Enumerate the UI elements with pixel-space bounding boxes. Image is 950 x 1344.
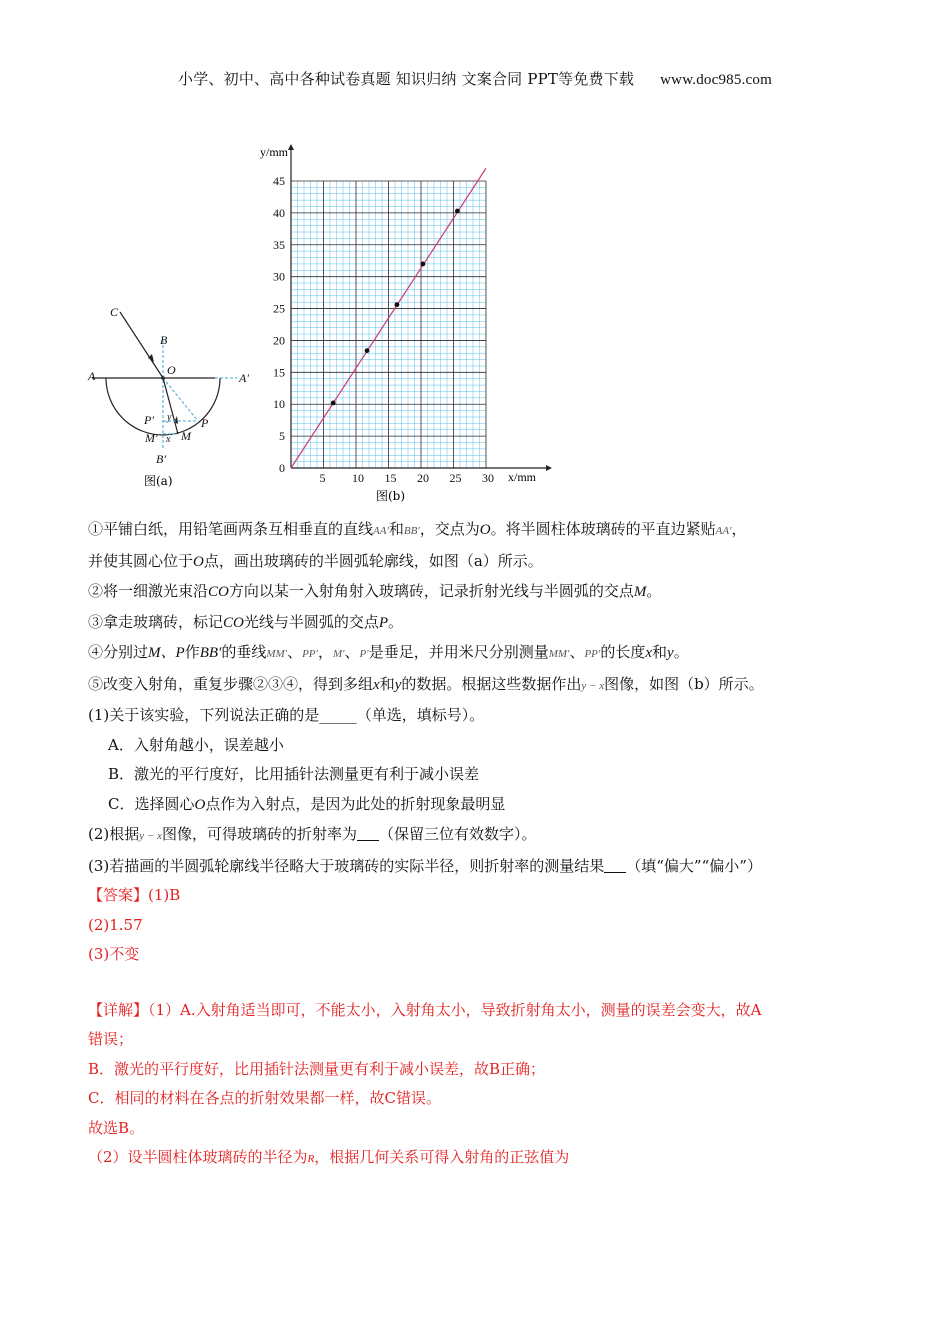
page-header — [0, 68, 950, 89]
detail-label: 【详解】 — [88, 1000, 149, 1019]
text: 是垂足，并用米尺分别测量 — [368, 643, 549, 661]
y-tick-label: 0 — [279, 461, 285, 475]
question-body — [88, 515, 868, 1175]
x-tick-label: 25 — [449, 471, 462, 485]
label-x: x — [166, 434, 171, 445]
answer-1: (1)B — [148, 886, 181, 904]
text: （1）A.入射角适当即可，不能太小，入射角太小，导致折射角太小，测量的误差会变大，故A — [148, 1000, 762, 1019]
math-m-prime: M′ — [332, 648, 345, 660]
text: （2）设半圆柱体玻璃砖的半径为 — [88, 1148, 308, 1166]
text: 的垂线 — [221, 643, 267, 661]
step-1-line-2 — [88, 547, 868, 578]
text: （填“偏大”“偏小”） — [626, 856, 762, 875]
x-tick-label: 10 — [352, 471, 364, 485]
step-5: ⑤改变入射角，重复步骤②③④，得到多组x和y的数据。根据这些数据作出y − x图像，如图（b）所示。 — [88, 674, 764, 693]
text: 。 — [646, 582, 662, 600]
header-text: 小学、初中、高中各种试卷真题 知识归纳 文案合同 PPT等免费下载 — [178, 70, 635, 88]
x-tick-label: 5 — [319, 471, 326, 485]
y-tick-label: 5 — [279, 429, 285, 444]
text: ， — [731, 520, 747, 538]
math-co: CO — [223, 614, 244, 631]
label-y: y — [167, 412, 172, 423]
text: ⑤改变入射角，重复步骤②③④，得到多组 — [88, 674, 374, 693]
text: ，交点为 — [419, 520, 480, 538]
data-point — [455, 209, 460, 214]
math-o: O — [193, 553, 204, 570]
text: 、 — [344, 643, 360, 661]
math-p-prime: P′ — [359, 648, 369, 660]
answer-blank — [604, 854, 626, 873]
text: C．选择圆心 — [108, 794, 195, 813]
x-tick-label: 20 — [417, 471, 429, 485]
chart-grid-major — [291, 181, 486, 468]
math-pp: PP′ — [584, 648, 601, 660]
y-tick-label: 25 — [273, 301, 285, 316]
x-tick-label: 15 — [384, 471, 397, 485]
label-m-prime: M′ — [145, 431, 158, 445]
text: ，根据几何关系可得入射角的正弦值为 — [314, 1148, 570, 1166]
label-b: B — [160, 333, 168, 347]
text: 点作为入射点，是因为此处的折射现象最明显 — [205, 794, 506, 813]
text: 、 — [569, 643, 585, 661]
math-o: O — [194, 796, 206, 813]
label-a-prime: A′ — [239, 371, 249, 385]
data-point — [421, 262, 426, 267]
label-b-prime: B′ — [156, 452, 166, 466]
y-tick-label: 30 — [273, 269, 285, 284]
text: 光线与半圆弧的交点 — [243, 612, 379, 631]
data-point — [331, 401, 336, 406]
math-y-x: y − x — [581, 679, 605, 692]
detail-line-5: 故选B。 — [88, 1118, 145, 1137]
text: 。将半圆柱体玻璃砖的平直边紧贴 — [490, 520, 716, 538]
text: 图像，如图（b）所示。 — [604, 674, 764, 693]
x-axis-arrow-icon — [546, 465, 552, 471]
text: ③拿走玻璃砖，标记 — [88, 612, 224, 631]
question-3 — [88, 852, 868, 882]
step-3 — [88, 608, 868, 639]
option-b: B．激光的平行度好，比用插针法测量更有利于减小误差 — [108, 765, 480, 783]
text: ， — [317, 643, 333, 661]
answer-2: (2)1.57 — [88, 915, 143, 934]
answer-blank — [357, 822, 379, 841]
math-aa: AA′ — [373, 525, 389, 537]
y-tick-label: 35 — [273, 237, 285, 252]
text: 的长度 — [600, 643, 646, 661]
text: 方向以某一入射角射入玻璃砖，记录折射光线与半圆弧的交点 — [228, 582, 634, 600]
y-axis-arrow-icon — [288, 144, 294, 150]
step-2 — [88, 577, 868, 608]
incident-ray — [120, 312, 163, 378]
math-y: y — [667, 645, 674, 661]
math-r: R — [307, 1153, 315, 1165]
point-o — [161, 376, 165, 380]
figure-b-chart — [252, 138, 552, 510]
question-1: (1)关于该实验，下列说法正确的是_____（单选，填标号）。 — [88, 706, 485, 724]
text: ④分别过 — [88, 643, 149, 661]
math-x: x — [373, 676, 380, 693]
math-co: CO — [208, 584, 229, 600]
text: 并使其圆心位于 — [88, 551, 194, 570]
math-p: P — [378, 614, 389, 631]
math-mm: MM′ — [266, 648, 288, 660]
math-bb: BB′ — [199, 645, 222, 661]
label-m: M — [181, 429, 191, 443]
math-aa: AA′ — [715, 525, 732, 537]
math-o: O — [479, 522, 491, 538]
math-bb: BB′ — [403, 525, 420, 537]
option-c — [88, 790, 868, 821]
question-2 — [88, 820, 868, 852]
math-m: M — [633, 584, 647, 600]
header-site: www.doc985.com — [660, 72, 772, 88]
math-mm: MM′ — [548, 648, 570, 660]
y-tick-label: 40 — [273, 205, 285, 220]
label-a: A — [88, 369, 96, 383]
text: 和 — [388, 520, 404, 538]
detail-line-4: C．相同的材料在各点的折射效果都一样，故C错误。 — [88, 1089, 441, 1107]
data-point — [395, 302, 400, 307]
data-point — [365, 348, 370, 353]
text: 、 — [287, 643, 303, 661]
label-p: P — [201, 416, 209, 430]
text: 。 — [388, 612, 404, 631]
answer-line-1 — [88, 881, 868, 911]
detail-line-2: 错误； — [88, 1030, 134, 1048]
step-1-line-1 — [88, 515, 868, 547]
y-tick-label: 10 — [273, 397, 285, 412]
y-tick-label: 45 — [273, 174, 285, 188]
label-p-prime: P′ — [144, 413, 154, 427]
chart-title: 图(b) — [376, 489, 406, 503]
text: (2)根据 — [88, 825, 140, 843]
x-axis-label: x/mm — [508, 470, 537, 484]
label-c: C — [110, 305, 119, 319]
chart-axes — [288, 144, 552, 471]
math-y: y — [394, 676, 402, 693]
chart-ticks — [273, 174, 494, 485]
text: ①平铺白纸，用铅笔画两条互相垂直的直线 — [88, 520, 374, 538]
detail-line-1 — [88, 996, 868, 1026]
detail-line-3: B．激光的平行度好，比用插针法测量更有利于减小误差，故B正确； — [88, 1059, 546, 1078]
text: （保留三位有效数字）。 — [378, 825, 537, 843]
label-o: O — [167, 363, 176, 377]
math-y-x: y − x — [139, 830, 162, 842]
figure-a — [82, 300, 272, 500]
text: 作 — [184, 643, 200, 661]
answer-3: (3)不变 — [88, 945, 140, 963]
y-tick-label: 20 — [273, 333, 285, 348]
y-tick-label: 15 — [273, 365, 285, 380]
text: 图像，可得玻璃砖的折射率为 — [161, 825, 357, 843]
math-pp: PP′ — [302, 648, 318, 660]
spacer — [88, 970, 868, 996]
math-mp: M、P — [148, 645, 185, 661]
step-4: ④分别过M、P作BB′的垂线MM′、PP′，M′、P′是垂足，并用米尺分别测量MM′、PP′的长度x和y。 — [88, 643, 689, 661]
text: 。 — [673, 643, 689, 661]
text: (3)若描画的半圆弧轮廓线半径略大于玻璃砖的实际半径，则折射率的测量结果 — [88, 856, 605, 875]
detail-line-6 — [88, 1143, 868, 1175]
figure-a-caption: 图(a) — [144, 474, 173, 488]
text: ②将一细激光束沿 — [88, 582, 209, 600]
math-x: x — [645, 645, 652, 661]
text: 的数据。根据这些数据作出 — [401, 674, 582, 693]
option-a: A．入射角越小，误差越小 — [108, 735, 284, 754]
x-tick-label: 30 — [482, 471, 494, 485]
refracted-ray — [163, 378, 178, 434]
answer-label: 【答案】 — [88, 886, 149, 904]
y-axis-label: y/mm — [260, 145, 289, 159]
text: 点，画出玻璃砖的半圆弧轮廓线，如图（a）所示。 — [203, 551, 543, 570]
arrow-icon — [148, 354, 154, 362]
